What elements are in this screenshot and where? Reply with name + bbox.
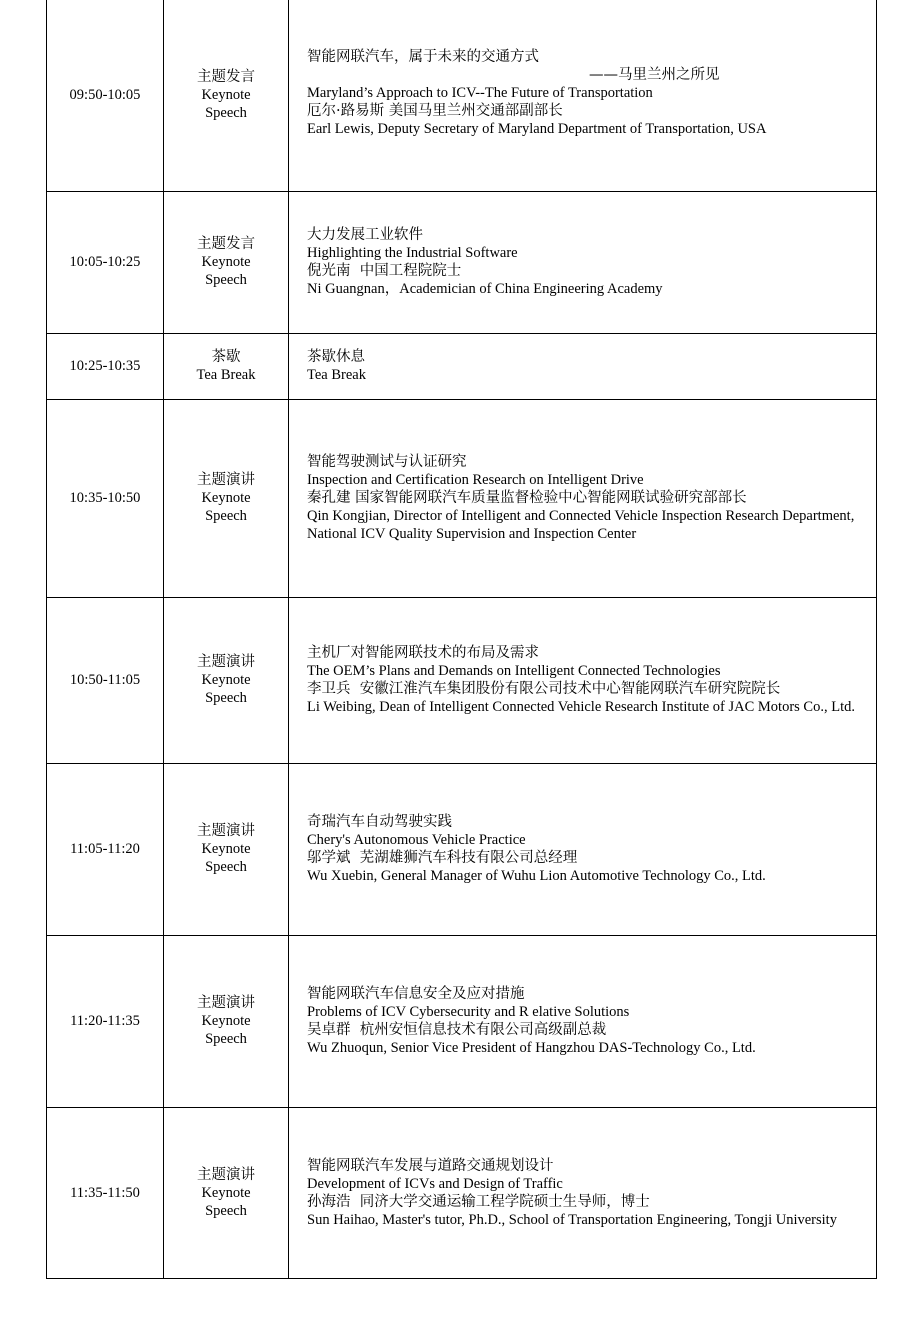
speaker-en: Wu Zhuoqun, Senior Vice President of Hangzhou DAS-Technology Co., Ltd.	[307, 1040, 756, 1056]
agenda-row	[47, 597, 877, 763]
session-description-cell	[289, 0, 877, 191]
time-slot: 10:50-11:05	[69, 672, 141, 688]
agenda-row	[47, 763, 877, 935]
session-type-cell	[164, 333, 289, 399]
speaker-cn: 李卫兵 安徽江淮汽车集团股份有限公司技术中心智能网联汽车研究院院长	[307, 681, 781, 697]
time-slot: 10:05-10:25	[69, 254, 141, 270]
speaker-en: Qin Kongjian, Director of Intelligent and Connected Vehicle Inspection Research Department, National ICV Quality Supervision and Inspection Center	[307, 508, 858, 542]
agenda-row	[47, 0, 877, 191]
session-type-cell	[164, 399, 289, 597]
session-type-en: Speech	[205, 1031, 247, 1047]
session-type-cell	[164, 1107, 289, 1278]
session-type-cell	[164, 763, 289, 935]
session-type-cn: 主题发言	[197, 236, 255, 252]
session-type-en: Keynote	[201, 672, 251, 688]
talk-attribution: ——马里兰州之所见	[589, 67, 720, 83]
session-type-en: Keynote	[201, 841, 251, 857]
speaker-en: Sun Haihao, Master's tutor, Ph.D., School of Transportation Engineering, Tongji University	[307, 1211, 837, 1228]
time-cell	[47, 399, 164, 597]
session-type-cn: 主题发言	[197, 69, 255, 86]
speaker-cn: 倪光南 中国工程院院士	[307, 263, 462, 279]
session-type-en: Speech	[205, 690, 247, 706]
talk-title-en: Tea Break	[307, 367, 366, 383]
time-cell	[47, 597, 164, 763]
session-type-cell	[164, 191, 289, 333]
time-slot: 11:20-11:35	[70, 1013, 140, 1029]
session-type-en: Speech	[205, 859, 247, 875]
speaker-en: Wu Xuebin, General Manager of Wuhu Lion Automotive Technology Co., Ltd.	[307, 868, 766, 884]
session-description-cell	[289, 333, 877, 399]
talk-title-en: Highlighting the Industrial Software	[307, 245, 518, 261]
speaker-cn: 邬学斌 芜湖雄狮汽车科技有限公司总经理	[307, 850, 578, 866]
session-type-cn: 茶歇	[211, 349, 241, 365]
time-slot: 10:35-10:50	[69, 490, 141, 506]
speaker-cn: 孙海浩 同济大学交通运输工程学院硕士生导师，博士	[307, 1193, 650, 1210]
session-type-cn: 主题演讲	[197, 823, 255, 839]
talk-title-cn: 茶歇休息	[307, 349, 365, 365]
agenda-row	[47, 191, 877, 333]
session-type-cn: 主题演讲	[197, 654, 255, 670]
session-type-cn: 主题演讲	[197, 472, 255, 488]
session-type-en: Speech	[205, 1202, 247, 1219]
session-type-en: Keynote	[201, 490, 251, 506]
time-slot: 11:35-11:50	[70, 1184, 140, 1201]
talk-title-cn: 智能网联汽车，属于未来的交通方式	[307, 49, 539, 65]
talk-title-en: Development of ICVs and Design of Traffic	[307, 1175, 563, 1192]
time-cell	[47, 333, 164, 399]
speaker-cn: 吴卓群 杭州安恒信息技术有限公司高级副总裁	[307, 1022, 607, 1038]
session-type-cn: 主题演讲	[197, 995, 255, 1011]
session-type-cell	[164, 0, 289, 191]
talk-title-en: Maryland’s Approach to ICV--The Future of Transportation	[307, 85, 653, 101]
session-type-en: Keynote	[201, 1013, 251, 1029]
time-slot: 10:25-10:35	[69, 358, 141, 374]
agenda-table	[46, 0, 877, 1279]
talk-title-cn: 智能驾驶测试与认证研究	[307, 454, 467, 470]
time-slot: 09:50-10:05	[69, 87, 141, 104]
session-type-en: Speech	[205, 105, 247, 122]
session-type-cell	[164, 597, 289, 763]
session-type-en: Keynote	[201, 87, 251, 104]
speaker-en: Ni Guangnan，Academician of China Engineering Academy	[307, 281, 663, 297]
time-cell	[47, 1107, 164, 1278]
speaker-en: Li Weibing, Dean of Intelligent Connected Vehicle Research Institute of JAC Motors Co., Ltd.	[307, 699, 855, 715]
session-type-cn: 主题演讲	[197, 1166, 255, 1183]
agenda-row	[47, 1107, 877, 1278]
talk-title-en: Problems of ICV Cybersecurity and R elative Solutions	[307, 1004, 630, 1020]
speaker-cn: 秦孔建 国家智能网联汽车质量监督检验中心智能网联试验研究部部长	[307, 490, 747, 506]
talk-title-cn: 奇瑞汽车自动驾驶实践	[307, 814, 452, 830]
time-cell	[47, 191, 164, 333]
session-type-en: Speech	[205, 272, 247, 288]
time-cell	[47, 763, 164, 935]
talk-title-cn: 智能网联汽车信息安全及应对措施	[307, 986, 525, 1002]
speaker-cn: 厄尔·路易斯 美国马里兰州交通部副部长	[307, 103, 563, 119]
agenda-row	[47, 399, 877, 597]
talk-title-cn: 大力发展工业软件	[307, 227, 423, 243]
session-description-cell	[289, 763, 877, 935]
time-cell	[47, 935, 164, 1107]
time-cell	[47, 0, 164, 191]
session-type-en: Keynote	[201, 254, 251, 270]
talk-title-cn: 主机厂对智能网联技术的布局及需求	[307, 645, 539, 661]
agenda-row	[47, 333, 877, 399]
session-type-cell	[164, 935, 289, 1107]
talk-title-en: The OEM’s Plans and Demands on Intelligent Connected Technologies	[307, 663, 721, 679]
session-type-en: Tea Break	[196, 367, 256, 383]
talk-title-en: Inspection and Certification Research on Intelligent Drive	[307, 472, 644, 488]
session-description-cell	[289, 399, 877, 597]
talk-title-en: Chery's Autonomous Vehicle Practice	[307, 832, 526, 848]
session-type-en: Keynote	[201, 1184, 251, 1201]
speaker-en: Earl Lewis, Deputy Secretary of Maryland Department of Transportation, USA	[307, 121, 767, 137]
time-slot: 11:05-11:20	[70, 841, 140, 857]
session-description-cell	[289, 935, 877, 1107]
session-description-cell	[289, 191, 877, 333]
session-description-cell	[289, 597, 877, 763]
agenda-row	[47, 935, 877, 1107]
talk-title-cn: 智能网联汽车发展与道路交通规划设计	[307, 1157, 554, 1174]
session-description-cell	[289, 1107, 877, 1278]
session-type-en: Speech	[205, 508, 247, 524]
